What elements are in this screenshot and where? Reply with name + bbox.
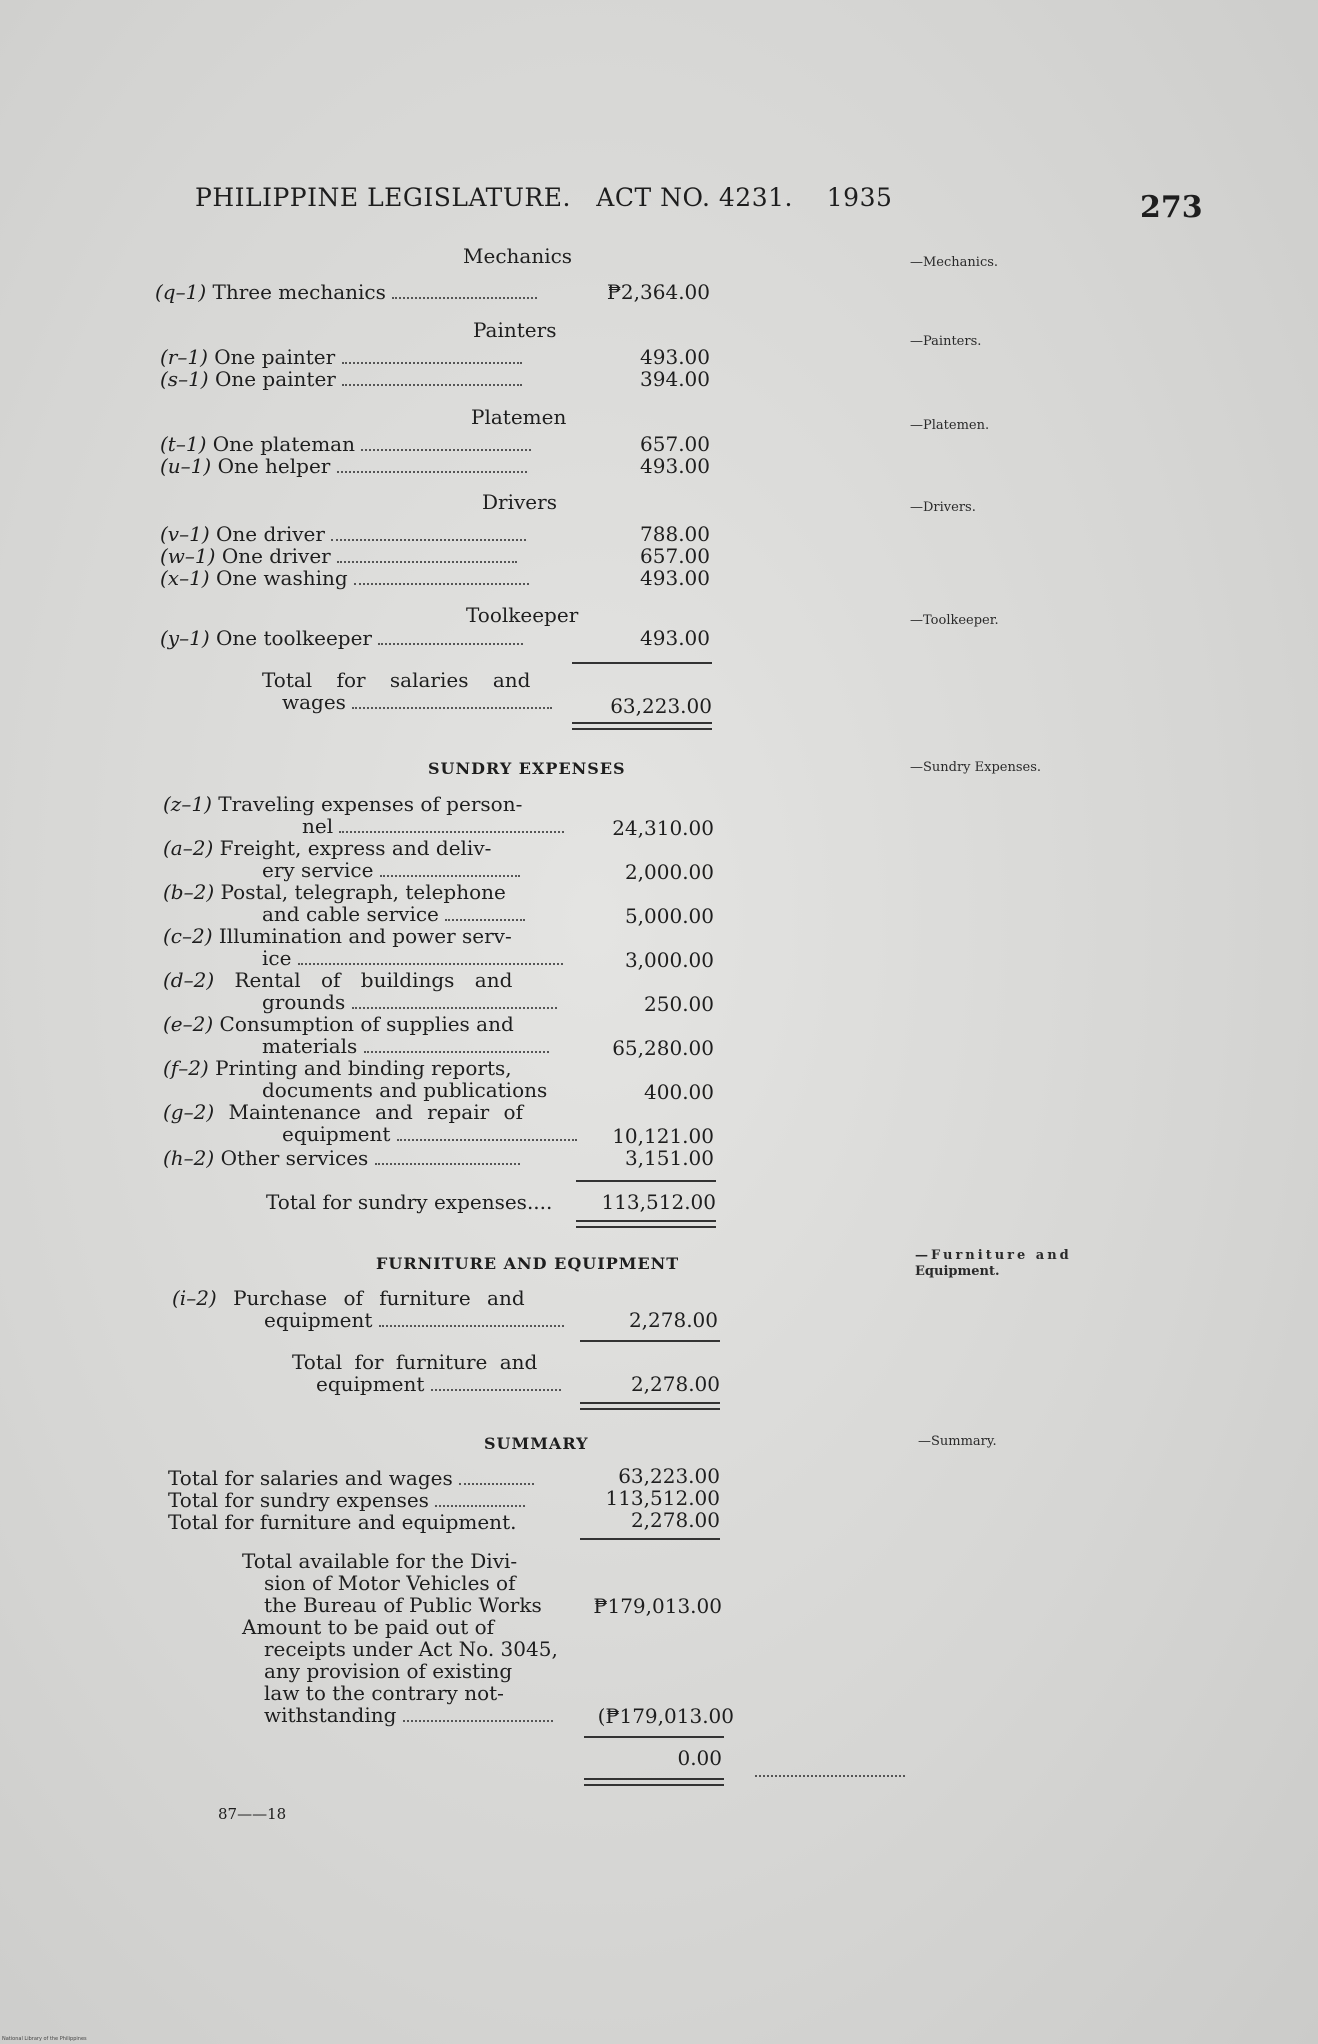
sundry-item-cont bbox=[262, 990, 557, 1014]
leader-dots bbox=[352, 706, 552, 709]
leader-dots bbox=[331, 538, 526, 541]
sundry-item bbox=[163, 924, 512, 948]
item-amount: 657.00 bbox=[640, 432, 710, 456]
receipts-line-text: withstanding bbox=[264, 1703, 397, 1727]
leader-dots bbox=[354, 582, 529, 585]
item-code: (g–2) bbox=[163, 1100, 215, 1124]
legislature-title: PHILIPPINE LEGISLATURE. bbox=[195, 183, 571, 212]
furniture-total-label-cont bbox=[316, 1372, 561, 1396]
double-rule bbox=[572, 722, 712, 724]
sundry-total-amount: 113,512.00 bbox=[601, 1190, 716, 1214]
leader-dots bbox=[755, 1774, 905, 1777]
margin-note-painters: —Painters. bbox=[910, 334, 982, 349]
item-amount: 2,000.00 bbox=[624, 860, 714, 884]
item-code: (e–2) bbox=[163, 1012, 214, 1036]
leader-dots bbox=[342, 361, 522, 364]
item-code: (v–1) bbox=[160, 522, 210, 546]
leader-dots bbox=[364, 1050, 549, 1053]
margin-note-platemen: —Platemen. bbox=[910, 418, 990, 433]
summary-text: Total for salaries and wages bbox=[168, 1466, 453, 1490]
item-amount: 65,280.00 bbox=[612, 1036, 714, 1060]
leader-dots bbox=[392, 296, 537, 299]
item-amount: 394.00 bbox=[640, 367, 710, 391]
sundry-item-cont bbox=[262, 1034, 549, 1058]
leader-dots bbox=[379, 1324, 564, 1327]
item-amount: 493.00 bbox=[640, 566, 710, 590]
margin-note-mechanics: —Mechanics. bbox=[910, 255, 999, 270]
heading-toolkeeper: Toolkeeper bbox=[466, 603, 579, 627]
receipts-amount: (₱179,013.00 bbox=[597, 1704, 734, 1728]
double-rule bbox=[584, 1778, 724, 1780]
double-rule bbox=[576, 1226, 716, 1228]
sundry-item-cont bbox=[302, 814, 564, 838]
item-text: nel bbox=[302, 814, 334, 838]
double-rule bbox=[580, 1408, 720, 1410]
double-rule bbox=[580, 1402, 720, 1404]
leader-dots bbox=[298, 962, 563, 965]
leader-dots bbox=[361, 448, 531, 451]
heading-summary: SUMMARY bbox=[484, 1434, 589, 1453]
sundry-item bbox=[163, 968, 512, 992]
subtotal-rule bbox=[580, 1538, 720, 1540]
leader-dots bbox=[459, 1482, 534, 1485]
item-text: Printing and binding reports, bbox=[215, 1056, 512, 1080]
receipts-text bbox=[242, 1616, 558, 1726]
item-text: Traveling expenses of person- bbox=[218, 792, 523, 816]
receipts-line: any provision of existing bbox=[264, 1659, 513, 1683]
available-line: Total available for the Divi- bbox=[242, 1549, 518, 1573]
line-item bbox=[160, 566, 529, 590]
item-code: (d–2) bbox=[163, 968, 215, 992]
line-item bbox=[160, 522, 526, 546]
sundry-item bbox=[163, 836, 491, 860]
sundry-item-cont bbox=[262, 1078, 547, 1102]
summary-row bbox=[168, 1466, 534, 1490]
item-text: and cable service bbox=[262, 902, 439, 926]
item-code: (i–2) bbox=[172, 1286, 217, 1310]
item-amount: 250.00 bbox=[644, 992, 714, 1016]
item-code: (h–2) bbox=[163, 1146, 215, 1170]
sundry-item-cont bbox=[262, 902, 525, 926]
item-text: One washing bbox=[215, 566, 348, 590]
summary-amount: 63,223.00 bbox=[618, 1464, 720, 1488]
item-text: Other services bbox=[220, 1146, 369, 1170]
act-number: ACT NO. 4231. bbox=[596, 183, 793, 212]
item-text: materials bbox=[262, 1034, 358, 1058]
subtotal-rule bbox=[572, 662, 712, 664]
receipts-line: Amount to be paid out of bbox=[242, 1615, 495, 1639]
item-text: Freight, express and deliv- bbox=[219, 836, 492, 860]
margin-note-toolkeeper: —Toolkeeper. bbox=[910, 613, 999, 628]
item-amount: 24,310.00 bbox=[612, 816, 714, 840]
item-code: (s–1) bbox=[160, 367, 209, 391]
available-line: sion of Motor Vehicles of bbox=[264, 1571, 516, 1595]
leader-dots bbox=[339, 830, 564, 833]
library-watermark: National Library of the Philippines bbox=[2, 2036, 87, 2042]
item-text: One painter bbox=[214, 345, 336, 369]
total-label-text: equipment bbox=[316, 1372, 425, 1396]
summary-text: Total for furniture and equipment. bbox=[168, 1510, 517, 1534]
sundry-item bbox=[163, 1056, 512, 1080]
item-text: Rental of buildings and bbox=[234, 968, 513, 992]
line-item bbox=[160, 345, 522, 369]
sundry-item-cont bbox=[262, 946, 563, 970]
item-amount: ₱2,364.00 bbox=[606, 280, 710, 304]
leader-dots bbox=[380, 874, 520, 877]
line-item bbox=[160, 432, 531, 456]
item-text: Illumination and power serv- bbox=[218, 924, 512, 948]
total-available-text bbox=[242, 1550, 542, 1616]
sundry-item-cont bbox=[262, 858, 520, 882]
item-amount: 10,121.00 bbox=[612, 1124, 714, 1148]
furniture-item bbox=[172, 1286, 525, 1310]
leader-dots bbox=[397, 1138, 577, 1141]
summary-amount: 2,278.00 bbox=[630, 1508, 720, 1532]
item-text: ice bbox=[262, 946, 292, 970]
summary-row bbox=[168, 1488, 525, 1512]
double-rule bbox=[572, 728, 712, 730]
line-item bbox=[160, 544, 517, 568]
heading-platemen: Platemen bbox=[471, 405, 567, 429]
item-text: One driver bbox=[216, 522, 325, 546]
total-label-cont bbox=[282, 690, 552, 714]
item-code: (x–1) bbox=[160, 566, 210, 590]
item-amount: 788.00 bbox=[640, 522, 710, 546]
balance-amount: 0.00 bbox=[677, 1746, 722, 1770]
sundry-item bbox=[163, 880, 506, 904]
running-header bbox=[195, 183, 892, 212]
item-text: One plateman bbox=[212, 432, 355, 456]
item-text: Purchase of furniture and bbox=[233, 1286, 525, 1310]
margin-note-furniture-cont: Equipment. bbox=[915, 1264, 1000, 1279]
receipts-line: law to the contrary not- bbox=[264, 1681, 504, 1705]
summary-text: Total for sundry expenses bbox=[168, 1488, 429, 1512]
item-text: Maintenance and repair of bbox=[228, 1100, 523, 1124]
line-item bbox=[160, 626, 523, 650]
item-text: grounds bbox=[262, 990, 346, 1014]
item-amount: 400.00 bbox=[644, 1080, 714, 1104]
summary-amount: 113,512.00 bbox=[605, 1486, 720, 1510]
item-amount: 3,000.00 bbox=[624, 948, 714, 972]
item-text: equipment bbox=[282, 1122, 391, 1146]
double-rule bbox=[584, 1784, 724, 1786]
item-amount: 3,151.00 bbox=[624, 1146, 714, 1170]
item-amount: 2,278.00 bbox=[628, 1308, 718, 1332]
year: 1935 bbox=[826, 183, 893, 212]
item-text: ery service bbox=[262, 858, 374, 882]
item-code: (z–1) bbox=[163, 792, 212, 816]
item-text: Postal, telegraph, telephone bbox=[220, 880, 506, 904]
item-code: (a–2) bbox=[163, 836, 214, 860]
item-code: (b–2) bbox=[163, 880, 215, 904]
leader-dots bbox=[342, 383, 522, 386]
leader-dots bbox=[403, 1719, 553, 1722]
item-amount: 493.00 bbox=[640, 626, 710, 650]
leader-dots bbox=[375, 1162, 520, 1165]
sundry-item bbox=[163, 1012, 514, 1036]
margin-note-furniture: —Furniture and bbox=[915, 1248, 1072, 1263]
furniture-item-cont bbox=[264, 1308, 564, 1332]
item-amount: 493.00 bbox=[640, 454, 710, 478]
line-item bbox=[160, 454, 527, 478]
item-amount: 493.00 bbox=[640, 345, 710, 369]
item-text: Consumption of supplies and bbox=[219, 1012, 514, 1036]
item-text: equipment bbox=[264, 1308, 373, 1332]
total-label: Total for salaries and bbox=[262, 668, 531, 692]
item-amount: 657.00 bbox=[640, 544, 710, 568]
item-code: (c–2) bbox=[163, 924, 213, 948]
item-text: documents and publications bbox=[262, 1078, 548, 1102]
item-text: One driver bbox=[221, 544, 331, 568]
item-code: (u–1) bbox=[160, 454, 212, 478]
item-code: (r–1) bbox=[160, 345, 208, 369]
summary-row bbox=[168, 1510, 516, 1534]
line-item bbox=[155, 280, 537, 304]
item-code: (t–1) bbox=[160, 432, 207, 456]
sundry-item-cont bbox=[282, 1122, 577, 1146]
heading-drivers: Drivers bbox=[482, 490, 557, 514]
leader-dots bbox=[337, 470, 527, 473]
item-text: One painter bbox=[214, 367, 336, 391]
item-text: One toolkeeper bbox=[216, 626, 372, 650]
receipts-line: receipts under Act No. 3045, bbox=[264, 1637, 558, 1661]
total-salaries-amount: 63,223.00 bbox=[610, 694, 712, 718]
balance-leader bbox=[755, 1762, 905, 1781]
item-text: One helper bbox=[217, 454, 331, 478]
printer-signature: 87——18 bbox=[218, 1805, 287, 1823]
total-label-text: wages bbox=[282, 690, 346, 714]
receipts-line bbox=[242, 1704, 558, 1726]
leader-dots bbox=[445, 918, 525, 921]
item-code: (f–2) bbox=[163, 1056, 209, 1080]
leader-dots bbox=[431, 1388, 561, 1391]
margin-note-sundry: —Sundry Expenses. bbox=[910, 760, 1042, 775]
furniture-total-amount: 2,278.00 bbox=[630, 1372, 720, 1396]
sundry-item bbox=[163, 792, 522, 816]
item-code: (y–1) bbox=[160, 626, 210, 650]
item-text: Three mechanics bbox=[212, 280, 386, 304]
item-amount: 5,000.00 bbox=[624, 904, 714, 928]
furniture-total-label: Total for furniture and bbox=[292, 1350, 538, 1374]
leader-dots bbox=[337, 560, 517, 563]
line-item bbox=[160, 367, 522, 391]
margin-note-summary: —Summary. bbox=[918, 1434, 997, 1449]
leader-dots bbox=[352, 1006, 557, 1009]
page-number: 273 bbox=[1140, 190, 1203, 225]
heading-sundry-expenses: SUNDRY EXPENSES bbox=[428, 759, 626, 778]
subtotal-rule bbox=[584, 1736, 724, 1738]
item-code: (w–1) bbox=[160, 544, 216, 568]
heading-furniture: FURNITURE AND EQUIPMENT bbox=[376, 1254, 680, 1273]
sundry-total-label: Total for sundry expenses.... bbox=[266, 1190, 553, 1214]
sundry-item bbox=[163, 1146, 520, 1170]
subtotal-rule bbox=[576, 1180, 716, 1182]
heading-mechanics: Mechanics bbox=[463, 244, 573, 268]
available-line: the Bureau of Public Works bbox=[264, 1593, 542, 1617]
subtotal-rule bbox=[580, 1340, 720, 1342]
sundry-item bbox=[163, 1100, 523, 1124]
margin-note-drivers: —Drivers. bbox=[910, 500, 976, 515]
leader-dots bbox=[435, 1504, 525, 1507]
item-code: (q–1) bbox=[155, 280, 207, 304]
leader-dots bbox=[378, 642, 523, 645]
total-available-amount: ₱179,013.00 bbox=[593, 1594, 722, 1618]
heading-painters: Painters bbox=[473, 318, 557, 342]
double-rule bbox=[576, 1220, 716, 1222]
